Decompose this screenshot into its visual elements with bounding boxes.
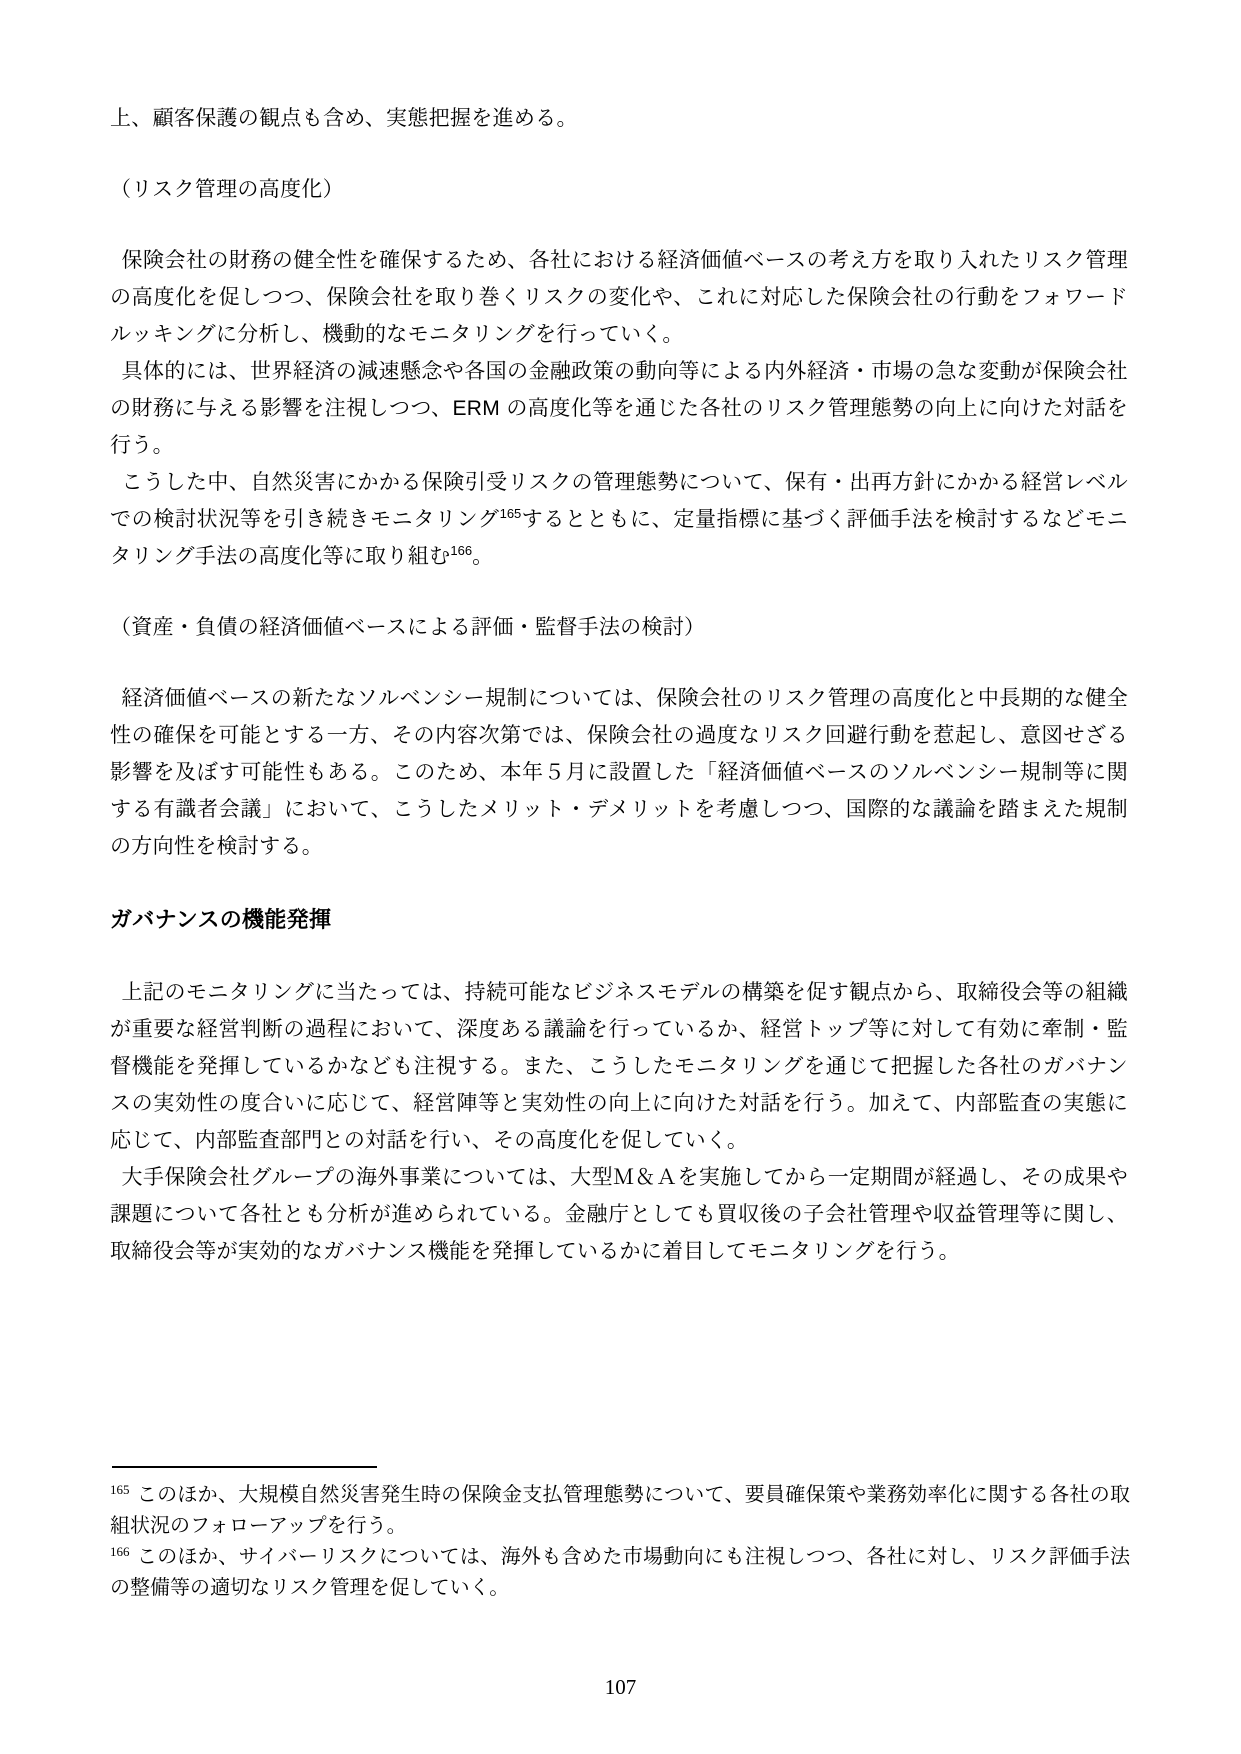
governance-section-heading: ガバナンスの機能発揮 — [110, 907, 332, 932]
footnote-166-marker: 166 — [110, 1544, 130, 1559]
footnote-165-text: このほか、大規模自然災害発生時の保険金支払管理態勢について、要員確保策や業務効率化に関する各社の取組状況のフォローアップを行う。 — [110, 1484, 1130, 1537]
risk-paragraph-1: 保険会社の財務の健全性を確保するため、各社における経済価値ベースの考え方を取り入れたリスク管理の高度化を促しつつ、保険会社を取り巻くリスクの変化や、これに対応した保険会社の行動をフォワードルッキングに分析し、機動的なモニタリングを行っていく。 — [110, 249, 1128, 346]
footnote-divider — [112, 1466, 377, 1468]
main-text-column — [110, 100, 1128, 1270]
footnote-165 — [110, 1480, 1130, 1542]
footnote-165-marker: 165 — [110, 1482, 130, 1497]
solvency-section-heading: （資産・負債の経済価値ベースによる評価・監督手法の検討） — [110, 616, 706, 639]
continuation-paragraph: 上、顧客保護の観点も含め、実態把握を進める。 — [110, 107, 578, 130]
footnote-reference-165: 165 — [499, 506, 522, 521]
risk-paragraph-2: 具体的には、世界経済の減速懸念や各国の金融政策の動向等による内外経済・市場の急な変動が保険会社の財務に与える影響を注視しつつ、ERM の高度化等を通じた各社のリスク管理態勢の向上に向けた対話を行う。 — [110, 360, 1128, 457]
governance-paragraph-2: 大手保険会社グループの海外事業については、大型Ｍ＆Ａを実施してから一定期間が経過し、その成果や課題について各社とも分析が進められている。金融庁としても買収後の子会社管理や収益管理等に関し、取締役会等が実効的なガバナンス機能を発揮しているかに着目してモニタリングを行う。 — [110, 1166, 1128, 1263]
solvency-paragraph-1: 経済価値ベースの新たなソルベンシー規制については、保険会社のリスク管理の高度化と中長期的な健全性の確保を可能とする一方、その内容次第では、保険会社の過度なリスク回避行動を惹起し、意図せざる影響を及ぼす可能性もある。このため、本年５月に設置した「経済価値ベースのソルベンシー規制等に関する有識者会議」において、こうしたメリット・デメリットを考慮しつつ、国際的な議論を踏まえた規制の方向性を検討する。 — [110, 687, 1128, 858]
footnote-section — [110, 1466, 1130, 1604]
page-number: 107 — [604, 1675, 637, 1699]
footnote-reference-166: 166 — [450, 543, 473, 558]
footnote-166-text: このほか、サイバーリスクについては、海外も含めた市場動向にも注視しつつ、各社に対し、リスク評価手法の整備等の適切なリスク管理を促していく。 — [110, 1546, 1130, 1599]
footnote-166 — [110, 1542, 1130, 1604]
governance-paragraph-1: 上記のモニタリングに当たっては、持続可能なビジネスモデルの構築を促す観点から、取締役会等の組織が重要な経営判断の過程において、深度ある議論を行っているか、経営トップ等に対して有効に牽制・監督機能を発揮しているかなども注視する。また、こうしたモニタリングを通じて把握した各社のガバナンスの実効性の度合いに応じて、経営陣等と実効性の向上に向けた対話を行う。加えて、内部監査の実態に応じて、内部監査部門との対話を行い、その高度化を促していく。 — [110, 981, 1128, 1152]
risk-management-section-heading: （リスク管理の高度化） — [110, 178, 344, 201]
risk-paragraph-3 — [110, 464, 1128, 575]
risk-paragraph-3-text: こうした中、自然災害にかかる保険引受リスクの管理態勢について、保有・出再方針にかかる経営レベルでの検討状況等を引き続きモニタリング — [110, 471, 1128, 531]
risk-paragraph-3-text-continued: するとともに、定量指標に基づく評価手法を検討するなどモニタリング手法の高度化等に取り組む — [110, 508, 1128, 568]
risk-paragraph-3-period: 。 — [472, 545, 494, 568]
